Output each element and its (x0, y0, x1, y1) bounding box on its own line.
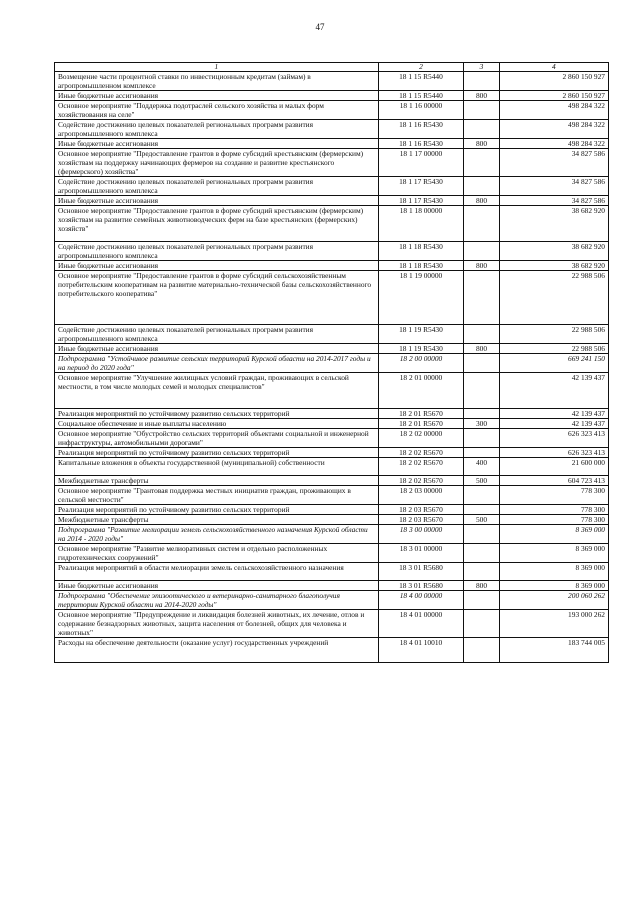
row-expense-type-cell: 800 (464, 139, 499, 149)
row-code-cell: 18 1 18 R5430 (378, 261, 464, 271)
row-expense-type-cell (464, 429, 499, 448)
table-row (55, 242, 609, 261)
row-name-cell: Реализация мероприятий по устойчивому развитию сельских территорий (55, 505, 379, 515)
row-name-cell: Иные бюджетные ассигнования (55, 91, 379, 101)
row-amount-cell: 669 241 150 (499, 354, 608, 373)
row-amount-cell: 42 139 437 (499, 419, 608, 429)
header-col-3: 3 (464, 63, 499, 72)
row-code-cell: 18 1 17 00000 (378, 149, 464, 177)
table-row (55, 638, 609, 663)
row-name-cell: Межбюджетные трансферты (55, 476, 379, 486)
row-code-cell: 18 2 03 00000 (378, 486, 464, 505)
row-expense-type-cell (464, 448, 499, 458)
row-amount-cell: 22 988 506 (499, 344, 608, 354)
table-row (55, 72, 609, 91)
row-expense-type-cell (464, 325, 499, 344)
row-name-cell: Иные бюджетные ассигнования (55, 344, 379, 354)
row-code-cell: 18 2 01 R5670 (378, 409, 464, 419)
header-col-4: 4 (499, 63, 608, 72)
row-code-cell: 18 2 01 00000 (378, 373, 464, 409)
row-amount-cell: 38 682 920 (499, 206, 608, 242)
table-row (55, 544, 609, 563)
row-name-cell: Содействие достижению целевых показателей региональных программ развития агропромышленного комплекса (55, 177, 379, 196)
row-amount-cell: 8 369 000 (499, 563, 608, 581)
row-expense-type-cell: 300 (464, 419, 499, 429)
row-name-cell: Расходы на обеспечение деятельности (оказание услуг) государственных учреждений (55, 638, 379, 663)
table-row (55, 525, 609, 544)
row-expense-type-cell: 800 (464, 261, 499, 271)
row-name-cell: Подпрограмма "Развитие мелиорации земель сельскохозяйственного назначения Курской области на 2014 - 2020 годы" (55, 525, 379, 544)
row-code-cell: 18 4 00 00000 (378, 591, 464, 610)
row-expense-type-cell: 400 (464, 458, 499, 476)
row-expense-type-cell (464, 525, 499, 544)
row-code-cell: 18 1 17 R5430 (378, 196, 464, 206)
table-body (55, 72, 609, 663)
table-row (55, 149, 609, 177)
row-amount-cell: 2 860 150 927 (499, 72, 608, 91)
table-row (55, 344, 609, 354)
row-name-cell: Иные бюджетные ассигнования (55, 196, 379, 206)
table-row (55, 581, 609, 591)
row-name-cell: Основное мероприятие "Грантовая поддержка местных инициатив граждан, проживающих в сельской местности" (55, 486, 379, 505)
row-code-cell: 18 1 18 R5430 (378, 242, 464, 261)
row-code-cell: 18 1 16 00000 (378, 101, 464, 120)
table-row (55, 206, 609, 242)
row-expense-type-cell: 800 (464, 91, 499, 101)
row-amount-cell: 34 827 586 (499, 149, 608, 177)
row-name-cell: Содействие достижению целевых показателей региональных программ развития агропромышленного комплекса (55, 242, 379, 261)
row-code-cell: 18 2 02 R5670 (378, 476, 464, 486)
row-amount-cell: 22 988 506 (499, 325, 608, 344)
row-name-cell: Иные бюджетные ассигнования (55, 581, 379, 591)
row-name-cell: Основное мероприятие "Улучшение жилищных условий граждан, проживающих в сельской местности, в том числе молодых семей и молодых специалистов" (55, 373, 379, 409)
row-expense-type-cell (464, 177, 499, 196)
table-row (55, 325, 609, 344)
row-expense-type-cell (464, 610, 499, 638)
row-expense-type-cell: 500 (464, 476, 499, 486)
row-name-cell: Содействие достижению целевых показателей региональных программ развития агропромышленного комплекса (55, 120, 379, 139)
row-name-cell: Реализация мероприятий в области мелиорации земель сельскохозяйственного назначения (55, 563, 379, 581)
row-code-cell: 18 2 03 R5670 (378, 505, 464, 515)
row-amount-cell: 498 284 322 (499, 139, 608, 149)
row-expense-type-cell: 800 (464, 344, 499, 354)
table-row (55, 91, 609, 101)
table-row (55, 505, 609, 515)
row-code-cell: 18 1 15 R5440 (378, 72, 464, 91)
row-code-cell: 18 1 17 R5430 (378, 177, 464, 196)
row-code-cell: 18 2 02 R5670 (378, 458, 464, 476)
row-expense-type-cell (464, 120, 499, 139)
row-amount-cell: 42 139 437 (499, 409, 608, 419)
row-name-cell: Реализация мероприятий по устойчивому развитию сельских территорий (55, 448, 379, 458)
row-name-cell: Капитальные вложения в объекты государственной (муниципальной) собственности (55, 458, 379, 476)
row-name-cell: Социальное обеспечение и иные выплаты населению (55, 419, 379, 429)
header-col-1: 1 (55, 63, 379, 72)
row-expense-type-cell (464, 271, 499, 325)
table-row (55, 139, 609, 149)
table-row (55, 515, 609, 525)
row-amount-cell: 498 284 322 (499, 120, 608, 139)
row-expense-type-cell (464, 149, 499, 177)
row-amount-cell: 183 744 005 (499, 638, 608, 663)
table-row (55, 458, 609, 476)
table-row (55, 610, 609, 638)
row-code-cell: 18 3 01 R5680 (378, 581, 464, 591)
row-expense-type-cell (464, 101, 499, 120)
row-code-cell: 18 1 16 R5430 (378, 139, 464, 149)
table-row (55, 373, 609, 409)
row-amount-cell: 8 369 000 (499, 525, 608, 544)
row-code-cell: 18 2 02 00000 (378, 429, 464, 448)
budget-table (54, 62, 609, 663)
row-expense-type-cell: 500 (464, 515, 499, 525)
row-expense-type-cell (464, 206, 499, 242)
table-row (55, 261, 609, 271)
row-name-cell: Основное мероприятие "Поддержка подотраслей сельского хозяйства и малых форм хозяйствования на селе" (55, 101, 379, 120)
row-name-cell: Подпрограмма "Устойчивое развитие сельских территорий Курской области на 2014-2017 годы и на период до 2020 года" (55, 354, 379, 373)
row-expense-type-cell (464, 591, 499, 610)
table-row (55, 101, 609, 120)
page-number: 47 (315, 22, 325, 32)
row-expense-type-cell (464, 544, 499, 563)
row-amount-cell: 38 682 920 (499, 242, 608, 261)
table-row (55, 120, 609, 139)
row-amount-cell: 38 682 920 (499, 261, 608, 271)
table-row (55, 476, 609, 486)
row-amount-cell: 42 139 437 (499, 373, 608, 409)
row-name-cell: Иные бюджетные ассигнования (55, 139, 379, 149)
row-code-cell: 18 1 19 00000 (378, 271, 464, 325)
row-name-cell: Иные бюджетные ассигнования (55, 261, 379, 271)
row-name-cell: Основное мероприятие "Предоставление грантов в форме субсидий крестьянским (фермерским) хозяйствам на поддержку начинающих фермеров на создание и развитие крестьянского (фермерского) хозяйства" (55, 149, 379, 177)
row-amount-cell: 626 323 413 (499, 448, 608, 458)
row-code-cell: 18 2 00 00000 (378, 354, 464, 373)
table-row (55, 563, 609, 581)
row-code-cell: 18 1 16 R5430 (378, 120, 464, 139)
row-code-cell: 18 2 03 R5670 (378, 515, 464, 525)
row-expense-type-cell: 800 (464, 581, 499, 591)
table-row (55, 271, 609, 325)
table-row (55, 486, 609, 505)
row-code-cell: 18 1 18 00000 (378, 206, 464, 242)
table-row (55, 177, 609, 196)
row-code-cell: 18 2 02 R5670 (378, 448, 464, 458)
table-row (55, 448, 609, 458)
row-amount-cell: 2 860 150 927 (499, 91, 608, 101)
row-amount-cell: 626 323 413 (499, 429, 608, 448)
row-amount-cell: 22 988 506 (499, 271, 608, 325)
row-amount-cell: 604 723 413 (499, 476, 608, 486)
table-row (55, 591, 609, 610)
row-amount-cell: 498 284 322 (499, 101, 608, 120)
row-expense-type-cell (464, 242, 499, 261)
row-code-cell: 18 4 01 00000 (378, 610, 464, 638)
table-header-row (55, 63, 609, 72)
table-row (55, 429, 609, 448)
row-code-cell: 18 3 01 R5680 (378, 563, 464, 581)
row-code-cell: 18 1 19 R5430 (378, 344, 464, 354)
table-row (55, 409, 609, 419)
row-code-cell: 18 1 15 R5440 (378, 91, 464, 101)
row-expense-type-cell (464, 563, 499, 581)
row-expense-type-cell (464, 72, 499, 91)
row-amount-cell: 21 600 000 (499, 458, 608, 476)
row-name-cell: Основное мероприятие "Развитие мелиоративных систем и отдельно расположенных гидротехнических сооружений" (55, 544, 379, 563)
row-name-cell: Межбюджетные трансферты (55, 515, 379, 525)
row-code-cell: 18 1 19 R5430 (378, 325, 464, 344)
row-expense-type-cell (464, 354, 499, 373)
row-name-cell: Основное мероприятие "Предоставление грантов в форме субсидий крестьянским (фермерским) хозяйствам на развитие семейных животноводческих ферм на базе крестьянских (фермерских) хозяйств" (55, 206, 379, 242)
row-expense-type-cell (464, 638, 499, 663)
row-amount-cell: 778 300 (499, 486, 608, 505)
header-col-2: 2 (378, 63, 464, 72)
row-amount-cell: 778 300 (499, 515, 608, 525)
table-row (55, 354, 609, 373)
row-name-cell: Основное мероприятие "Обустройство сельских территорий объектами социальной и инженерной инфраструктуры, автомобильными дорогами" (55, 429, 379, 448)
row-amount-cell: 778 300 (499, 505, 608, 515)
row-name-cell: Основное мероприятие "Предоставление грантов в форме субсидий сельскохозяйственным потребительским кооперативам на развитие материально-технической базы сельскохозяйственного потребительского кооператива" (55, 271, 379, 325)
row-code-cell: 18 4 01 10010 (378, 638, 464, 663)
row-amount-cell: 8 369 000 (499, 581, 608, 591)
row-expense-type-cell (464, 409, 499, 419)
row-expense-type-cell (464, 373, 499, 409)
row-amount-cell: 200 060 262 (499, 591, 608, 610)
row-expense-type-cell (464, 486, 499, 505)
table-row (55, 196, 609, 206)
row-name-cell: Содействие достижению целевых показателей региональных программ развития агропромышленного комплекса (55, 325, 379, 344)
row-expense-type-cell: 800 (464, 196, 499, 206)
row-name-cell: Возмещение части процентной ставки по инвестиционным кредитам (займам) в агропромышленном комплексе (55, 72, 379, 91)
row-code-cell: 18 2 01 R5670 (378, 419, 464, 429)
row-name-cell: Основное мероприятие "Предупреждение и ликвидация болезней животных, их лечение, отлов и содержание безнадзорных животных, защита населения от болезней, общих для человека и животных" (55, 610, 379, 638)
row-name-cell: Реализация мероприятий по устойчивому развитию сельских территорий (55, 409, 379, 419)
row-expense-type-cell (464, 505, 499, 515)
row-amount-cell: 34 827 586 (499, 177, 608, 196)
row-amount-cell: 193 000 262 (499, 610, 608, 638)
row-code-cell: 18 3 01 00000 (378, 544, 464, 563)
row-amount-cell: 34 827 586 (499, 196, 608, 206)
table-row (55, 419, 609, 429)
row-amount-cell: 8 369 000 (499, 544, 608, 563)
row-code-cell: 18 3 00 00000 (378, 525, 464, 544)
row-name-cell: Подпрограмма "Обеспечение эпизоотического и ветеринарно-санитарного благополучия территории Курской области на 2014-2020 годы" (55, 591, 379, 610)
